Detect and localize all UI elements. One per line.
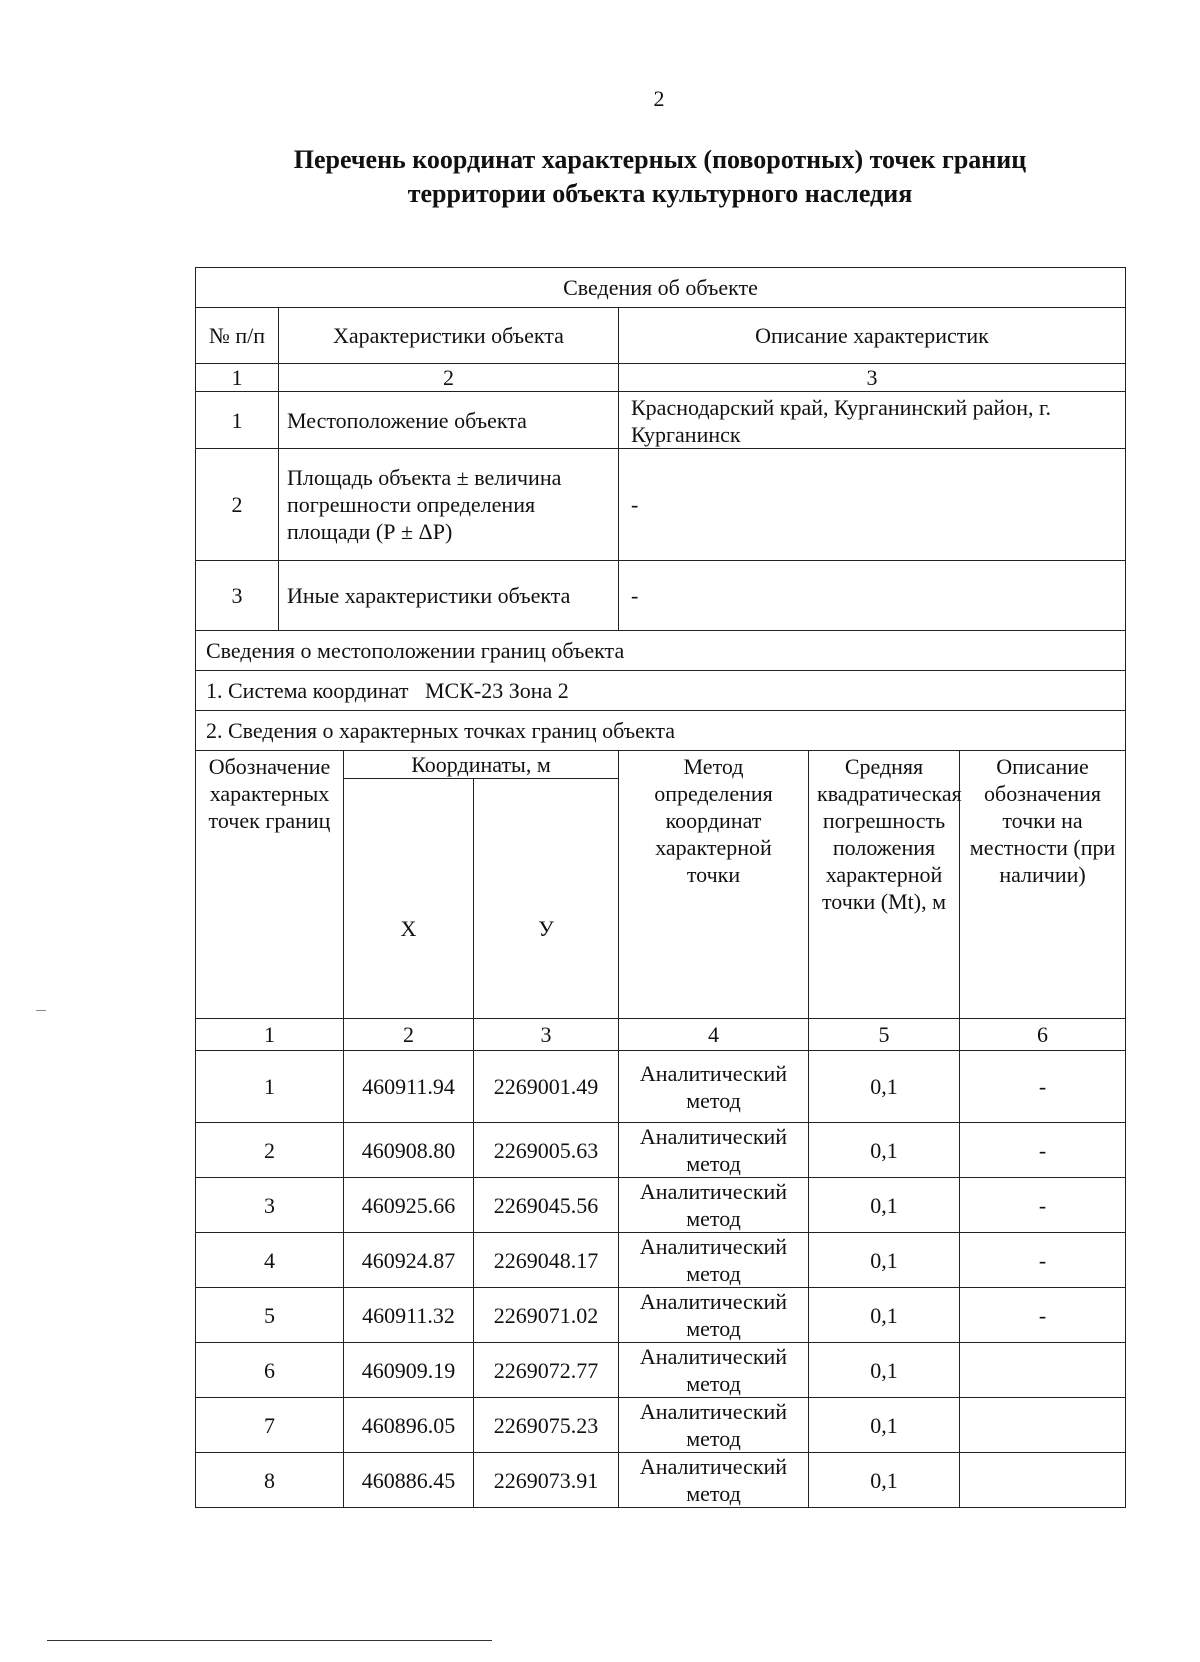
point-x: 460925.66 [344, 1178, 474, 1233]
point-number: 8 [196, 1453, 344, 1508]
col-point-desc-header: Описание обозначения точки на местности (при наличии) [960, 751, 1126, 1019]
point-x: 460911.32 [344, 1288, 474, 1343]
col-char-header: Характеристики объекта [279, 308, 619, 364]
point-y: 2269075.23 [474, 1398, 619, 1453]
point-number: 4 [196, 1233, 344, 1288]
point-number: 3 [196, 1178, 344, 1233]
point-y: 2269073.91 [474, 1453, 619, 1508]
point-error: 0,1 [809, 1398, 960, 1453]
row-number: 2 [196, 449, 279, 561]
point-y: 2269071.02 [474, 1288, 619, 1343]
point-description: - [960, 1233, 1126, 1288]
point-method: Аналитический метод [619, 1051, 809, 1123]
col-coords-header: Координаты, м [344, 751, 619, 779]
point-method: Аналитический метод [619, 1123, 809, 1178]
col-label-header: Обозначение характерных точек границ [196, 751, 344, 1019]
row-number: 1 [196, 392, 279, 449]
point-description [960, 1453, 1126, 1508]
index-cell: 2 [279, 364, 619, 392]
point-method: Аналитический метод [619, 1178, 809, 1233]
col-desc-header: Описание характеристик [619, 308, 1126, 364]
table-row [196, 392, 1126, 449]
point-error: 0,1 [809, 1233, 960, 1288]
characteristic: Иные характеристики объекта [279, 561, 619, 631]
point-number: 7 [196, 1398, 344, 1453]
point-x: 460924.87 [344, 1233, 474, 1288]
point-description: - [960, 1288, 1126, 1343]
point-x: 460909.19 [344, 1343, 474, 1398]
point-y: 2269005.63 [474, 1123, 619, 1178]
point-number: 6 [196, 1343, 344, 1398]
col-y-header: У [474, 779, 619, 1019]
point-method: Аналитический метод [619, 1398, 809, 1453]
points-body [196, 1051, 1126, 1508]
index-cell: 3 [474, 1019, 619, 1051]
margin-mark [36, 1010, 46, 1011]
title-line-1: Перечень координат характерных (поворотных) точек границ [293, 145, 1027, 174]
index-cell: 1 [196, 1019, 344, 1051]
description: - [619, 561, 1126, 631]
characteristic: Местоположение объекта [279, 392, 619, 449]
point-y: 2269048.17 [474, 1233, 619, 1288]
point-error: 0,1 [809, 1123, 960, 1178]
table-row [196, 449, 1126, 561]
index-cell: 1 [196, 364, 279, 392]
point-method: Аналитический метод [619, 1233, 809, 1288]
page-number: 2 [653, 86, 665, 111]
table-row [196, 1453, 1126, 1508]
table-row [196, 1398, 1126, 1453]
title-line-2: территории объекта культурного наследия [407, 179, 913, 208]
point-x: 460896.05 [344, 1398, 474, 1453]
col-num-header: № п/п [196, 308, 279, 364]
footer-rule [47, 1640, 492, 1641]
point-description: - [960, 1051, 1126, 1123]
point-method: Аналитический метод [619, 1288, 809, 1343]
table-row [196, 1123, 1126, 1178]
index-cell: 2 [344, 1019, 474, 1051]
point-y: 2269001.49 [474, 1051, 619, 1123]
coordinates-table [195, 267, 1126, 1508]
table-row [196, 1178, 1126, 1233]
point-method: Аналитический метод [619, 1453, 809, 1508]
table-row [196, 1051, 1126, 1123]
description: Краснодарский край, Курганинский район, г. Курганинск [619, 392, 1126, 449]
point-description [960, 1398, 1126, 1453]
point-y: 2269045.56 [474, 1178, 619, 1233]
index-cell: 3 [619, 364, 1126, 392]
col-method-header: Метод определения координат характерной точки [619, 751, 809, 1019]
table-row [196, 561, 1126, 631]
point-number: 2 [196, 1123, 344, 1178]
point-description: - [960, 1123, 1126, 1178]
coordinate-system: 1. Система координат МСК-23 Зона 2 [196, 671, 1126, 711]
point-error: 0,1 [809, 1288, 960, 1343]
col-x-header: X [344, 779, 474, 1019]
points-header: 2. Сведения о характерных точках границ объекта [196, 711, 1126, 751]
document-title [250, 143, 1070, 211]
col-error-header: Средняя квадратическая погрешность положения характерной точки (Mt), м [809, 751, 960, 1019]
table-row [196, 1233, 1126, 1288]
table-row [196, 1343, 1126, 1398]
point-x: 460886.45 [344, 1453, 474, 1508]
point-description [960, 1343, 1126, 1398]
location-header: Сведения о местоположении границ объекта [196, 631, 1126, 671]
point-method: Аналитический метод [619, 1343, 809, 1398]
object-info-header: Сведения об объекте [196, 268, 1126, 308]
index-cell: 5 [809, 1019, 960, 1051]
point-number: 1 [196, 1051, 344, 1123]
point-error: 0,1 [809, 1453, 960, 1508]
index-cell: 4 [619, 1019, 809, 1051]
point-x: 460911.94 [344, 1051, 474, 1123]
point-error: 0,1 [809, 1343, 960, 1398]
point-error: 0,1 [809, 1051, 960, 1123]
point-description: - [960, 1178, 1126, 1233]
description: - [619, 449, 1126, 561]
point-y: 2269072.77 [474, 1343, 619, 1398]
characteristic: Площадь объекта ± величина погрешности определения площади (Р ± ΔР) [279, 449, 619, 561]
index-cell: 6 [960, 1019, 1126, 1051]
table-row [196, 1288, 1126, 1343]
row-number: 3 [196, 561, 279, 631]
point-error: 0,1 [809, 1178, 960, 1233]
point-x: 460908.80 [344, 1123, 474, 1178]
point-number: 5 [196, 1288, 344, 1343]
